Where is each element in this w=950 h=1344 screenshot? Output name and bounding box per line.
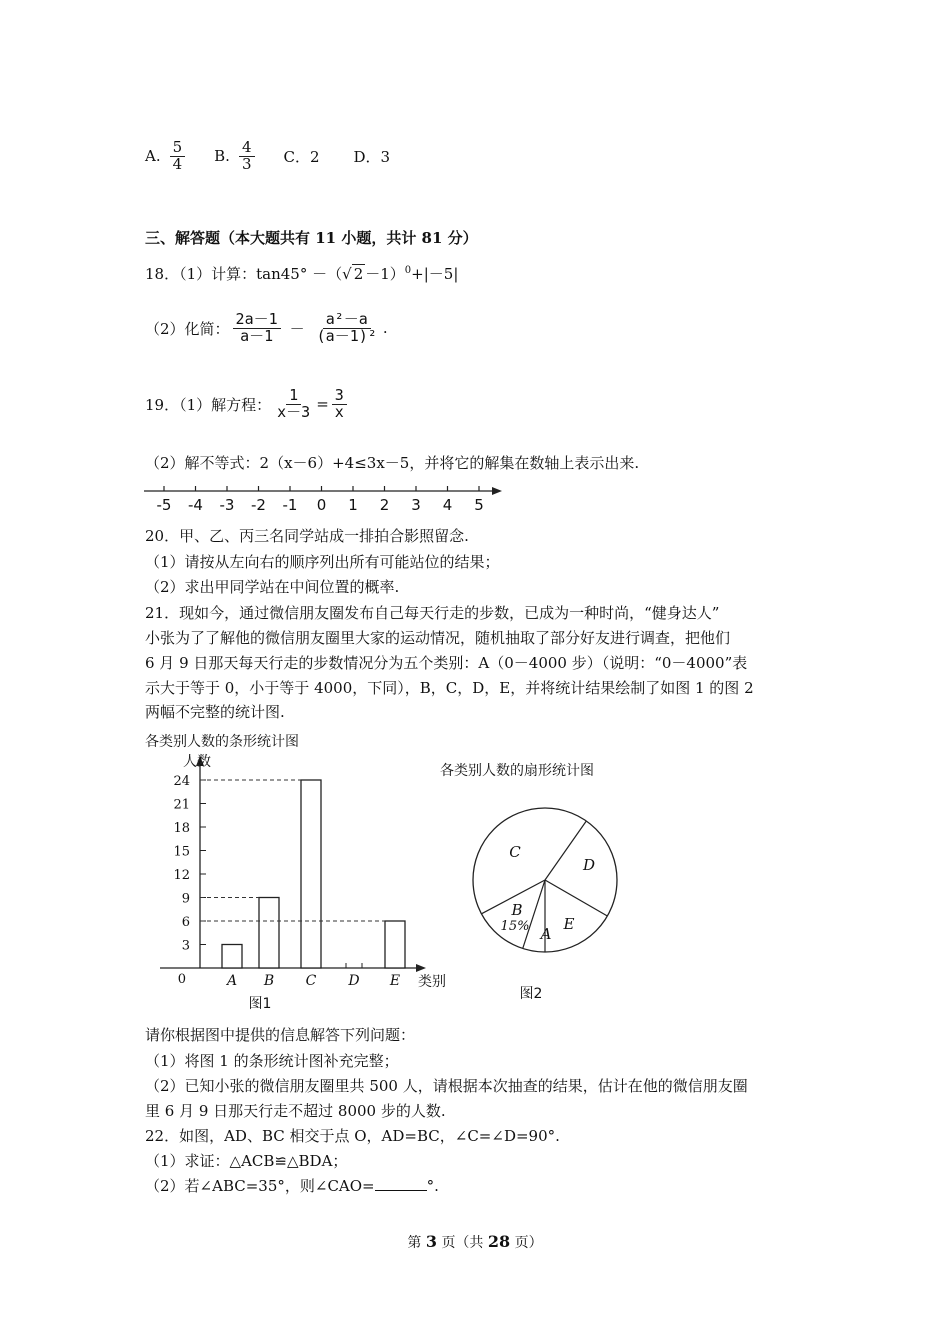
- q19-part2: （2）解不等式：2（x－6）+4≤3x－5，并将它的解集在数轴上表示出来.: [145, 454, 640, 472]
- pie-slice-label: E: [563, 915, 575, 933]
- q18-fraction-1: [233, 312, 281, 345]
- bar: [301, 780, 321, 968]
- page-footer: [0, 1232, 950, 1252]
- number-line-tick-label: 3: [411, 496, 421, 514]
- bar: [259, 898, 279, 969]
- y-axis-label: 人数: [183, 754, 211, 770]
- q18-period: .: [382, 319, 388, 338]
- pie-slice-label: C: [509, 843, 521, 861]
- y-tick-label: 9: [181, 891, 190, 907]
- q19-fraction-2: [332, 388, 347, 421]
- number-line-tick-label: 2: [379, 496, 390, 514]
- y-tick-label: 24: [173, 774, 190, 789]
- pie-slice-label: D: [582, 856, 596, 874]
- sqrt-arg: 2: [353, 265, 364, 283]
- footer-post: 页）: [514, 1235, 543, 1251]
- number-line-tick-label: 4: [442, 496, 453, 514]
- option-a-label: A.: [145, 147, 161, 166]
- footer-pre: 第: [407, 1235, 422, 1251]
- y-tick-label: 18: [173, 821, 190, 836]
- q19-p1-prefix: 19．（1）解方程：: [145, 395, 272, 414]
- q21-line5: 两幅不完整的统计图.: [145, 703, 285, 721]
- q18-part1: [145, 263, 458, 284]
- number-line-tick-label: 0: [316, 496, 327, 514]
- y-tick-label: 6: [181, 915, 190, 930]
- option-b-fraction: [239, 140, 255, 173]
- section-3-title: 三、解答题（本大题共有 11 小题，共计 81 分）: [145, 229, 478, 247]
- bar-chart: [150, 750, 470, 1015]
- option-c: C．2: [283, 147, 320, 166]
- q17-options: [145, 140, 390, 173]
- q19-part1: [145, 388, 350, 421]
- number-line: [140, 480, 510, 516]
- q21-line3: 6 月 9 日那天每天行走的步数情况分为五个类别：A（0－4000 步）（说明：“0－4000”表: [145, 654, 748, 672]
- q22-line3-suffix: °.: [426, 1177, 439, 1195]
- q21-after3: （2）已知小张的微信朋友圈里共 500 人，请根据本次抽查的结果，估计在他的微信朋友圈: [145, 1077, 748, 1095]
- q20-line1: 20．甲、乙、丙三名同学站成一排拍合影照留念.: [145, 527, 469, 545]
- number-line-arrow: [492, 487, 502, 495]
- q20-line3: （2）求出甲同学站在中间位置的概率.: [145, 578, 400, 596]
- q22-line2: （1）求证：△ACB≌△BDA；: [145, 1152, 348, 1170]
- option-a-fraction: [170, 140, 186, 173]
- q21-line4: 示大于等于 0，小于等于 4000，下同），B，C，D，E，并将统计结果绘制了如图 1 的图 2: [145, 679, 754, 697]
- q18-f1-den: a－1: [240, 326, 274, 345]
- pie-chart-title: 各类别人数的扇形统计图: [440, 763, 594, 779]
- q21-line1: 21．现如今，通过微信朋友圈发布自己每天行走的步数，已成为一种时尚，“健身达人”: [145, 604, 720, 622]
- q18-minus: －: [289, 319, 305, 338]
- q19-fraction-1: [274, 388, 313, 421]
- bar-chart-caption: 图1: [248, 996, 272, 1012]
- answer-blank: [375, 1175, 427, 1191]
- q21-after4: 里 6 月 9 日那天行走不超过 8000 步的人数.: [145, 1102, 446, 1120]
- y-tick-label: 0: [177, 972, 186, 987]
- number-line-tick-label: -2: [251, 496, 266, 514]
- pie-slice-label: A: [540, 925, 552, 943]
- footer-mid: 页（共: [441, 1235, 484, 1251]
- q18-p2-prefix: （2）化简：: [145, 319, 230, 338]
- number-line-tick-label: -5: [156, 496, 172, 514]
- x-tick-label: D: [348, 973, 360, 989]
- option-b-num: 4: [239, 140, 255, 157]
- footer-total: 28: [487, 1232, 511, 1251]
- bar-chart-title: 各类别人数的条形统计图: [145, 734, 299, 750]
- q18-f2-den: (a－1)²: [316, 326, 377, 345]
- q19-f2-den: x: [334, 402, 344, 421]
- q21-after1: 请你根据图中提供的信息解答下列问题：: [145, 1026, 416, 1044]
- pie-chart-caption: 图2: [519, 986, 543, 1002]
- q18-f2-num: a²－a: [323, 312, 371, 329]
- q19-f2-num: 3: [332, 388, 347, 405]
- q19-f1-num: 1: [286, 388, 301, 405]
- q19-eq: =: [316, 395, 329, 414]
- q18-part2: [145, 312, 388, 345]
- q21-after2: （1）将图 1 的条形统计图补充完整；: [145, 1052, 399, 1070]
- pie-slice-percent: 15%: [500, 919, 530, 934]
- x-axis-label: 类别: [418, 974, 446, 990]
- option-a-num: 5: [170, 140, 186, 157]
- y-tick-label: 21: [173, 797, 190, 813]
- sqrt-sign: √: [342, 265, 352, 283]
- number-line-tick-label: -3: [219, 496, 235, 514]
- q18-fraction-2: [314, 312, 380, 345]
- y-tick-label: 12: [173, 868, 190, 883]
- footer-page: 3: [425, 1232, 437, 1251]
- y-tick-label: 15: [173, 844, 190, 860]
- number-line-tick-label: 1: [348, 496, 358, 514]
- q18-minus-one: －1）: [365, 265, 405, 283]
- q22-line3: [145, 1175, 439, 1196]
- q22-line3-prefix: （2）若∠ABC=35°，则∠CAO=: [145, 1177, 375, 1195]
- pie-chart: [465, 805, 625, 1015]
- option-b-den: 3: [241, 154, 252, 173]
- x-tick-label: E: [389, 973, 401, 989]
- x-tick-label: B: [263, 973, 275, 989]
- number-line-tick-label: 5: [474, 496, 484, 514]
- q20-line2: （1）请按从左向右的顺序列出所有可能站位的结果；: [145, 553, 500, 571]
- q18-p1-prefix: 18．（1）计算：tan45° －（: [145, 265, 343, 283]
- x-tick-label: A: [226, 973, 238, 989]
- q22-line1: 22．如图，AD、BC 相交于点 O，AD=BC，∠C=∠D=90°.: [145, 1127, 560, 1145]
- q21-line2: 小张为了了解他的微信朋友圈里大家的运动情况，随机抽取了部分好友进行调查，把他们: [145, 629, 731, 647]
- y-tick-label: 3: [181, 938, 190, 954]
- bar: [222, 945, 242, 969]
- number-line-tick-label: -1: [282, 496, 298, 514]
- option-b-label: B.: [214, 147, 230, 166]
- q18-f1-num: 2a－1: [233, 312, 281, 329]
- q18-exp: 0: [404, 265, 412, 276]
- x-tick-label: C: [305, 973, 317, 989]
- q18-p1-suffix: +|－5|: [411, 265, 459, 283]
- pie-slice-label: B: [511, 901, 523, 919]
- q19-f1-den: x－3: [277, 402, 311, 421]
- bar: [385, 921, 405, 968]
- x-axis-arrow: [416, 964, 426, 972]
- option-d: D．3: [353, 147, 391, 166]
- option-a-den: 4: [172, 154, 183, 173]
- number-line-tick-label: -4: [188, 496, 203, 514]
